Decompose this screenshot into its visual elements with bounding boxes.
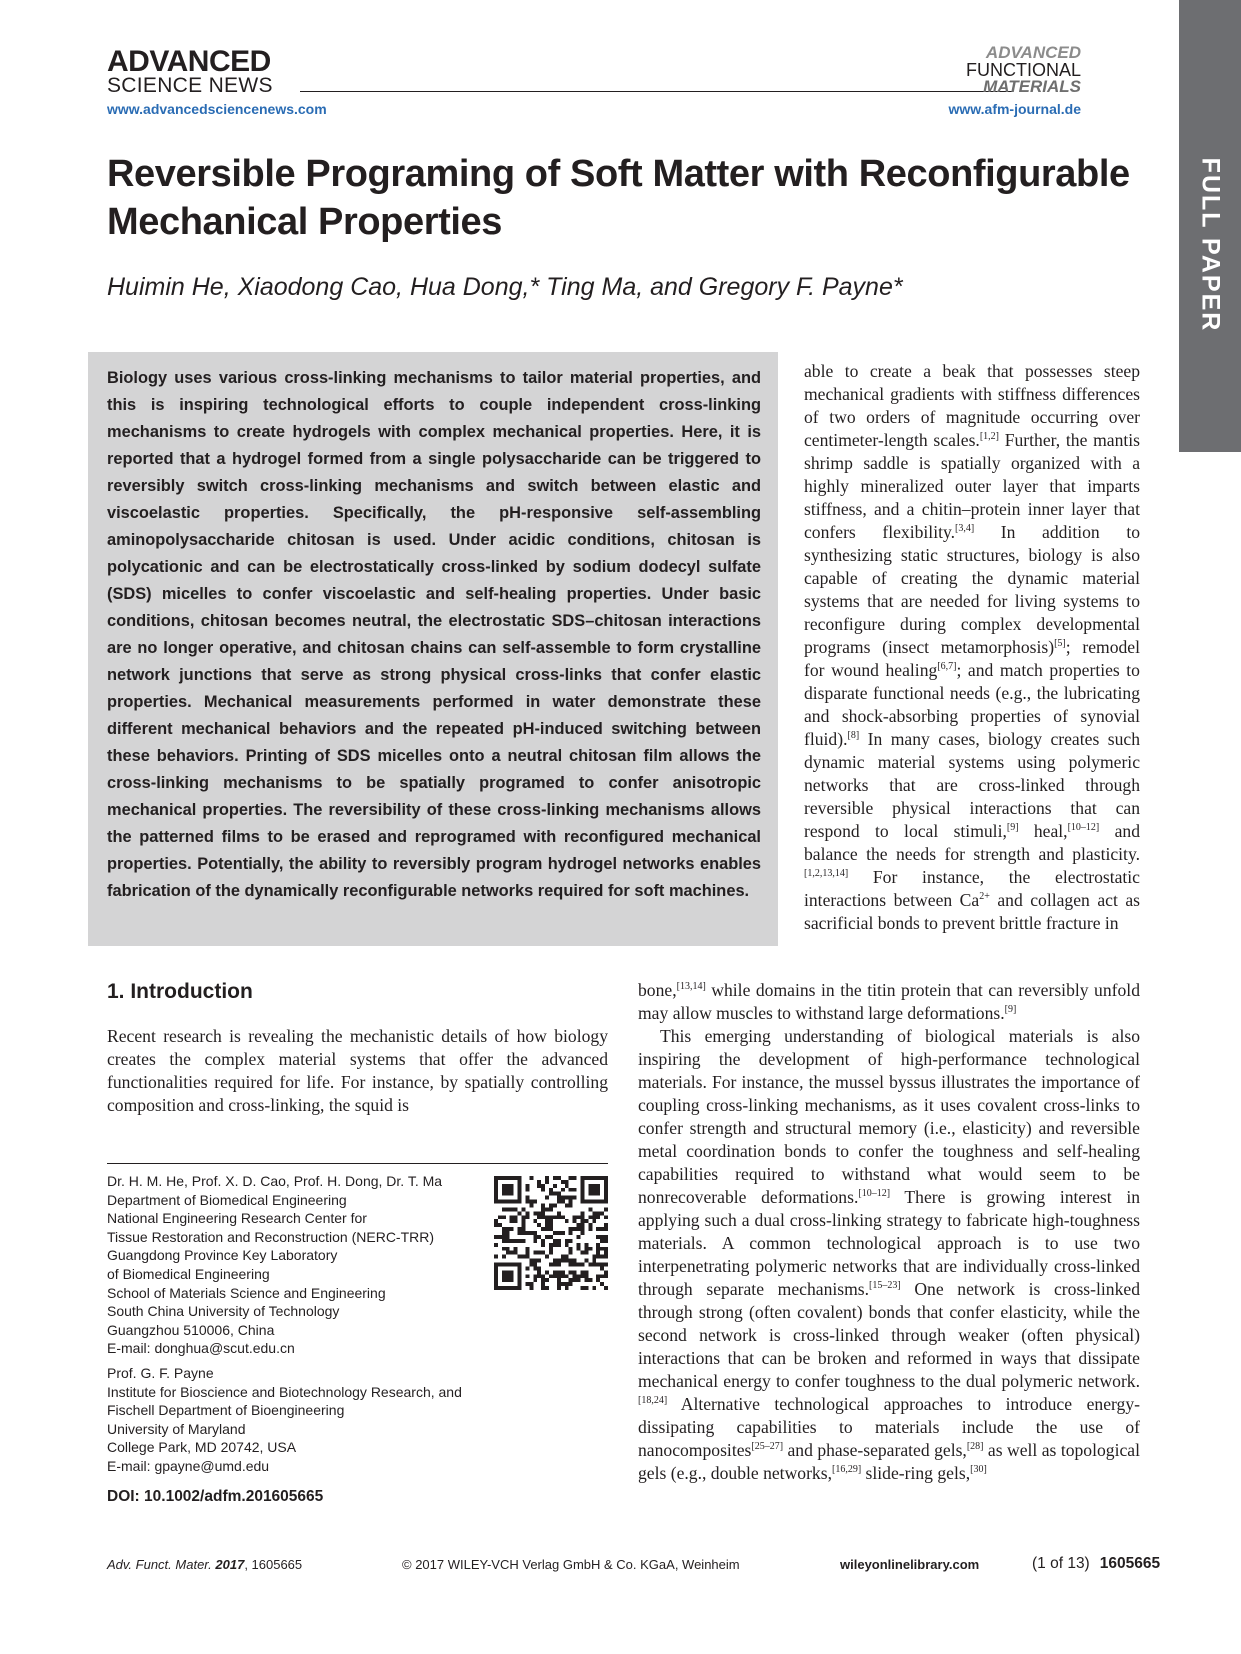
afm-journal-logo: [966, 45, 1081, 95]
affiliation-line: E-mail: gpayne@umd.edu: [107, 1457, 270, 1474]
affiliation-line: University of Maryland: [107, 1420, 246, 1437]
body-paragraph: This emerging understanding of biological materials is also inspiring the development of high-performance technological materials. For instance, the mussel byssus illustrates the importance of coupling cross-linking mechanisms, as it uses covalent cross-links to confer strength and structural memory (i.e., elasticity) and reversible metal coordination bonds to confer the toughness and self-healing capabilities required to withstand what would seem to be nonrecoverable deformations.[10–12] There is growing interest in applying such a dual cross-linking strategy to fabricate high-toughness materials. A common technological approach is to use two interpenetrating polymeric networks that are individually cross-linked through separate mechanisms.[15–23] One network is cross-linked through strong (often covalent) bonds that confer elasticity, while the second network is cross-linked through weaker (often physical) interactions that can be broken and reformed in ways that dissipate mechanical energy to confer toughness to the dual polymeric network.[18,24] Alternative technological approaches to introduce energy-dissipating capabilities to materials include the use of nanocomposites[25–27] and phase-separated gels,[28] as well as topological gels (e.g., double networks,[16,29] slide-ring gels,[30]: [638, 1026, 1141, 1483]
logo-afm-materials: MATERIALS: [983, 77, 1081, 96]
citation-ref[interactable]: [5]: [1054, 638, 1066, 650]
affiliation-line: Institute for Bioscience and Biotechnology Research, and: [107, 1383, 462, 1400]
logo-afm-advanced: ADVANCED: [985, 43, 1081, 62]
affiliation-line: South China University of Technology: [107, 1303, 340, 1320]
article-title: Reversible Programing of Soft Matter with Reconfigurable Mechanical Properties: [107, 153, 1130, 243]
citation-ref[interactable]: [3,4]: [955, 523, 975, 535]
right-column-top-text: able to create a beak that possesses steep mechanical gradients with stiffness differences of two orders of magnitude occurring over centimeter-length scales.[1,2] Further, the mantis shrimp saddle is spatially organized with a highly mineralized outer layer that imparts stiffness, and a chitin–protein inner layer that confers flexibility.[3,4] In addition to synthesizing static structures, biology is also capable of creating the dynamic material systems that are needed for living systems to reconfigure during complex developmental programs (insect metamorphosis)[5]; remodel for wound healing[6,7]; and match properties to disparate functional needs (e.g., the lubricating and shock-absorbing properties of synovial fluid).[8] In many cases, biology creates such dynamic material systems using polymeric networks that are cross-linked through reversible physical interactions that can respond to local stimuli,[9] heal,[10–12] and balance the needs for strength and plasticity.[1,2,13,14] For instance, the electrostatic interactions between $Ca^{2+}$ and collagen act as sacrificial bonds to prevent brittle fracture in: [804, 361, 1141, 933]
advanced-science-news-logo: [107, 45, 273, 97]
footer-citation: [107, 1557, 302, 1572]
citation-ref[interactable]: [28]: [966, 1441, 984, 1453]
citation-ref[interactable]: [13,14]: [676, 981, 706, 993]
citation-ref[interactable]: [6,7]: [937, 661, 957, 673]
footer-journal: Adv. Funct. Mater.: [107, 1557, 212, 1572]
intro-paragraph: Recent research is revealing the mechanistic details of how biology creates the complex material systems that offer the advanced functionalities required for life. For instance, by spatially controlling composition and cross-linking, the squid is: [107, 1026, 608, 1115]
footer-article-no: , 1605665: [244, 1557, 303, 1572]
footer-copyright: © 2017 WILEY-VCH Verlag GmbH & Co. KGaA, Weinheim: [402, 1557, 740, 1572]
citation-ref[interactable]: [10–12]: [858, 1188, 891, 1200]
citation-ref[interactable]: [1,2]: [979, 431, 1000, 443]
affiliation-line: E-mail: donghua@scut.edu.cn: [107, 1340, 295, 1357]
citation-ref[interactable]: [18,24]: [638, 1395, 668, 1407]
body-paragraph: bone,[13,14] while domains in the titin protein that can reversibly unfold may allow muscles to withstand large deformations.[9]: [638, 980, 1140, 1023]
affiliation-block-1: [107, 1172, 507, 1358]
right-column-bottom-text: [638, 979, 1140, 1485]
citation-ref[interactable]: [16,29]: [831, 1464, 862, 1476]
footer-year: 2017: [215, 1557, 245, 1572]
citation-ref[interactable]: [30]: [970, 1464, 987, 1476]
affiliation-line: Guangdong Province Key Laboratory: [107, 1247, 338, 1264]
affiliation-line: of Biomedical Engineering: [107, 1265, 270, 1282]
abstract-text: Biology uses various cross-linking mechanisms to tailor material properties, and this is inspiring technological efforts to couple independent cross-linking mechanisms to create hydrogels with complex mechanical properties. Here, it is reported that a hydrogel formed from a single polysaccharide can be triggered to reversibly switch cross-linking mechanisms and switch between elastic and viscoelastic properties. Specifically, the pH-responsive self-assembling aminopolysaccharide chitosan is used. Under acidic conditions, chitosan is polycationic and can be electrostatically cross-linked by sodium dodecyl sulfate (SDS) micelles to confer viscoelastic and self-healing properties. Under basic conditions, chitosan becomes neutral, the electrostatic SDS–chitosan interactions are no longer operative, and chitosan chains can self-assemble to form crystalline network junctions that serve as strong physical cross-links that confer elastic properties. Mechanical measurements performed in water demonstrate these different mechanical behaviors and the repeated pH-induced switching between these behaviors. Printing of SDS micelles onto a neutral chitosan film allows the cross-linking mechanisms to be spatially programed to confer anisotropic mechanical properties. The reversibility of these cross-linking mechanisms allows the patterned films to be erased and reprogramed with reconfigured mechanical properties. Potentially, the ability to reversibly program hydrogel networks enables fabrication of the dynamically reconfigurable networks required for soft machines.: [107, 369, 761, 900]
logo-afm-functional: FUNCTIONAL: [965, 60, 1081, 80]
affiliation-line: Fischell Department of Bioengineering: [107, 1402, 345, 1419]
logo-science-news-text: SCIENCE NEWS: [107, 74, 273, 97]
citation-ref[interactable]: 2+: [979, 891, 990, 903]
doi-link[interactable]: DOI: 10.1002/adfm.201605665: [107, 1488, 324, 1505]
footer-page-number: [1032, 1555, 1160, 1573]
affiliation-line: School of Materials Science and Engineering: [107, 1284, 386, 1301]
affiliation-line: Guangzhou 510006, China: [107, 1321, 275, 1338]
footer-page-id: 1605665: [1099, 1555, 1161, 1572]
citation-ref[interactable]: [1,2,13,14]: [804, 868, 849, 880]
side-tab-label: FULL PAPER: [1196, 157, 1225, 333]
citation-ref[interactable]: [9]: [1004, 1004, 1017, 1016]
qr-code-icon[interactable]: [494, 1176, 608, 1290]
affiliation-line: Prof. G. F. Payne: [107, 1365, 214, 1381]
affiliation-line: National Engineering Research Center for: [107, 1210, 367, 1227]
section-heading-introduction: 1. Introduction: [107, 980, 253, 1003]
header-rule: [300, 91, 1012, 92]
affiliation-line: Department of Biomedical Engineering: [107, 1191, 347, 1208]
affiliation-line: Dr. H. M. He, Prof. X. D. Cao, Prof. H. Dong, Dr. T. Ma: [107, 1173, 443, 1189]
affiliation-line: Tissue Restoration and Reconstruction (NERC-TRR): [107, 1228, 435, 1245]
affiliation-line: College Park, MD 20742, USA: [107, 1439, 297, 1456]
advancedsciencenews-link[interactable]: www.advancedsciencenews.com: [107, 101, 327, 117]
author-list: Huimin He, Xiaodong Cao, Hua Dong,* Ting Ma, and Gregory F. Payne*: [107, 273, 903, 301]
citation-ref[interactable]: [10–12]: [1067, 822, 1100, 834]
citation-ref[interactable]: [8]: [847, 730, 860, 742]
citation-ref[interactable]: [15–23]: [869, 1280, 901, 1292]
citation-ref[interactable]: [9]: [1006, 822, 1019, 834]
afm-journal-link[interactable]: www.afm-journal.de: [948, 101, 1081, 117]
footer-page: (1 of 13): [1032, 1555, 1090, 1572]
full-paper-side-tab: [1179, 0, 1241, 452]
footer-wiley-link[interactable]: wileyonlinelibrary.com: [840, 1557, 980, 1572]
citation-ref[interactable]: [25–27]: [751, 1441, 784, 1453]
affiliation-block-2: [107, 1364, 507, 1476]
logo-advanced-text: ADVANCED: [107, 45, 271, 78]
affiliation-rule: [107, 1163, 608, 1164]
